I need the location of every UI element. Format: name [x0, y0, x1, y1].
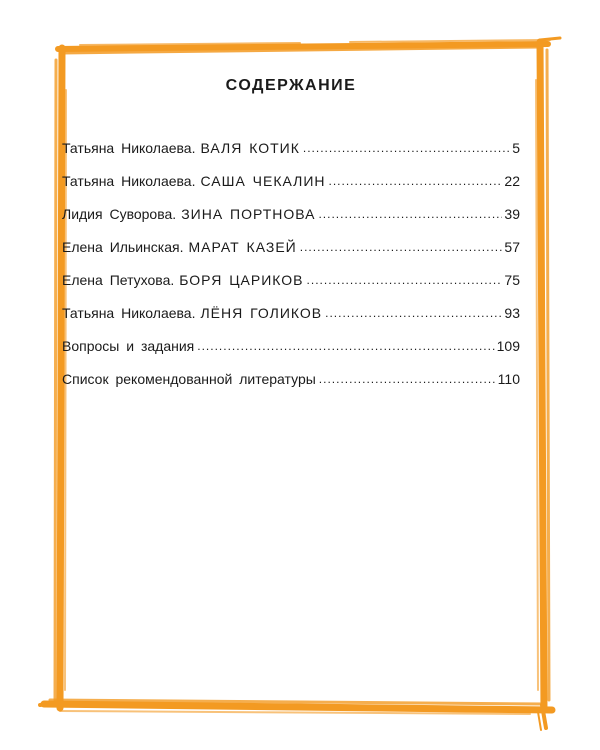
toc-entry-title: БОРЯ ЦАРИКОВ	[179, 272, 304, 288]
toc-entry[interactable]	[62, 272, 520, 305]
toc-list	[62, 140, 520, 404]
toc-leader-dots	[307, 271, 503, 285]
toc-leader-dots	[318, 205, 502, 219]
toc-entry-author: Лидия Суворова.	[62, 206, 177, 222]
toc-entry[interactable]	[62, 371, 520, 404]
toc-entry-title: ЗИНА ПОРТНОВА	[181, 206, 316, 222]
toc-entry[interactable]	[62, 239, 520, 272]
toc-entry-author: Елена Ильинская.	[62, 239, 184, 255]
toc-entry[interactable]	[62, 173, 520, 206]
toc-entry-author: Татьяна Николаева.	[62, 305, 196, 321]
toc-title: СОДЕРЖАНИЕ	[225, 77, 357, 94]
toc-leader-dots	[329, 172, 503, 186]
toc-entry-author: Список рекомендованной литературы	[62, 371, 316, 387]
toc-entry-page: 109	[496, 338, 520, 354]
toc-entry-title: МАРАТ КАЗЕЙ	[188, 239, 297, 255]
toc-entry-author: Татьяна Николаева.	[62, 140, 196, 156]
toc-entry-page: 22	[504, 173, 520, 189]
toc-leader-dots	[197, 337, 494, 351]
toc-entry-author: Татьяна Николаева.	[62, 173, 196, 189]
toc-entry[interactable]	[62, 305, 520, 338]
toc-entry[interactable]	[62, 338, 520, 371]
toc-leader-dots	[319, 370, 496, 384]
toc-entry-title: ВАЛЯ КОТИК	[200, 140, 300, 156]
toc-entry-page: 75	[504, 272, 520, 288]
toc-entry-page: 93	[504, 305, 520, 321]
toc-entry-title: ЛЁНЯ ГОЛИКОВ	[200, 305, 323, 321]
toc-entry-author: Вопросы и задания	[62, 338, 195, 354]
toc-entry[interactable]	[62, 140, 520, 173]
toc-entry-page: 39	[504, 206, 520, 222]
toc-entry-page: 5	[512, 140, 520, 156]
table-of-contents-page	[62, 60, 520, 404]
toc-entry-page: 110	[497, 371, 520, 387]
toc-entry[interactable]	[62, 206, 520, 239]
toc-leader-dots	[303, 139, 510, 153]
toc-leader-dots	[325, 304, 502, 318]
toc-entry-author: Елена Петухова.	[62, 272, 175, 288]
toc-entry-page: 57	[504, 239, 520, 255]
toc-leader-dots	[300, 238, 503, 252]
toc-entry-title: САША ЧЕКАЛИН	[200, 173, 326, 189]
